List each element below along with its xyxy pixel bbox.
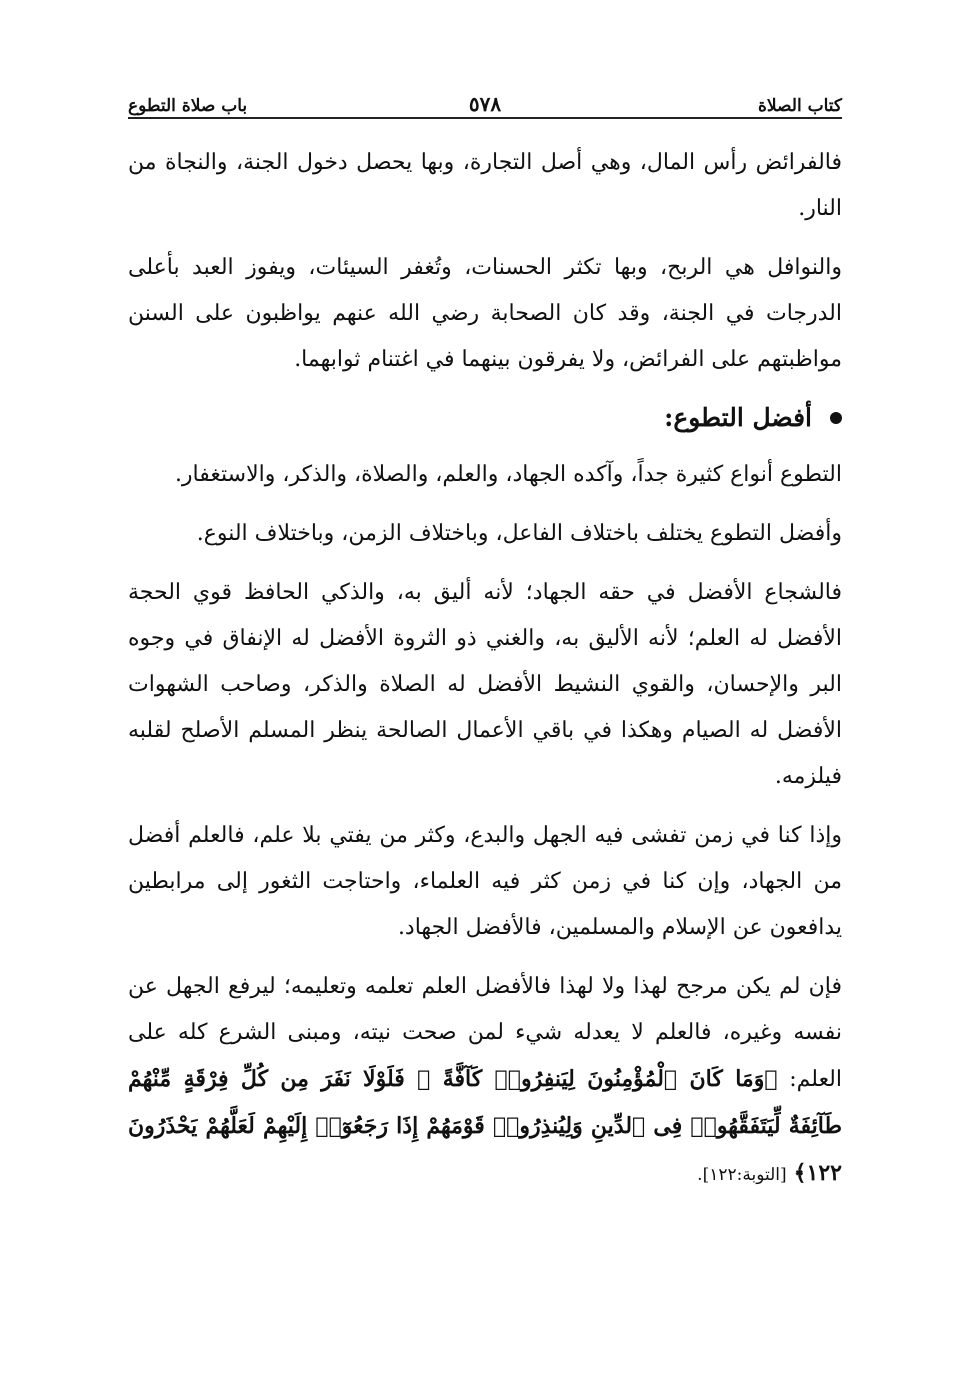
knowledge-text: فإن لم يكن مرجح لهذا ولا لهذا فالأفضل العلم تعلمه وتعليمه؛ ليرفع الجهل عن نفسه وغيره، فالعلم لا يعدله شيء لمن صحت نيته، ومبنى الشرع كله على العلم: (128, 974, 842, 1092)
quran-verse: وَمَا كَانَ ٱلْمُؤْمِنُونَ لِيَنفِرُوا۟ كَآفَّةً ۚ فَلَوْلَا نَفَرَ مِن كُلِّ فِرْقَةٍ مِّنْهُمْ طَآئِفَةٌ لِّيَتَفَقَّهُوا۟ فِى ٱلدِّينِ وَلِيُنذِرُوا۟ قَوْمَهُمْ إِذَا رَجَعُوٓا۟ إِلَيْهِمْ لَعَلَّهُمْ يَحْذَرُونَ ١٢٢ (128, 1066, 842, 1186)
quran-bracket-open: ﴿ (764, 1066, 778, 1092)
paragraph-examples: فالشجاع الأفضل في حقه الجهاد؛ لأنه أليق به، والذكي الحافظ قوي الحجة الأفضل له العلم؛ لأنه الأليق به، والغني ذو الثروة الأفضل له الإنفاق في وجوه البر والإحسان، والقوي النشيط الأفضل له الصلاة والذكر، وصاحب الشهوات الأفضل له الصيام وهكذا في باقي الأعمال الصالحة ينظر المسلم الأصلح لقلبه فيلزمه. (128, 580, 842, 789)
section-heading (128, 396, 842, 440)
book-title: كتاب الصلاة (757, 96, 842, 116)
paragraph-varies: وأفضل التطوع يختلف باختلاف الفاعل، وباختلاف الزمن، وباختلاف النوع. (196, 521, 842, 546)
page-number: ٥٧٨ (468, 92, 502, 116)
paragraph-supererogatory: والنوافل هي الربح، وبها تكثر الحسنات، وتُغفر السيئات، ويفوز العبد بأعلى الدرجات في الجنة، وقد كان الصحابة رضي الله عنهم يواظبون على السنن مواظبتهم على الفرائض، ولا يفرقون بينهما في اغتنام ثوابهما. (128, 255, 842, 372)
bullet-icon (830, 412, 842, 424)
paragraph-times: وإذا كنا في زمن تفشى فيه الجهل والبدع، وكثر من يفتي بلا علم، فالعلم أفضل من الجهاد، وإن كنا في زمن كثر فيه العلماء، واحتاجت الثغور إلى مرابطين يدافعون عن الإسلام والمسلمين، فالأفضل الجهاد. (128, 823, 842, 940)
verse-citation: [التوبة:١٢٢]. (697, 1165, 787, 1185)
quran-bracket-close: ﴾ (793, 1160, 807, 1186)
running-header (128, 82, 842, 116)
header-rule (128, 117, 842, 119)
chapter-title: باب صلاة التطوع (128, 96, 248, 116)
body-text (128, 140, 842, 1211)
section-heading-text: أفضل التطوع: (664, 403, 812, 432)
paragraph-knowledge (128, 964, 842, 1198)
paragraph-obligations: فالفرائض رأس المال، وهي أصل التجارة، وبها يحصل دخول الجنة، والنجاة من النار. (128, 150, 842, 221)
paragraph-types: التطوع أنواع كثيرة جداً، وآكده الجهاد، والعلم، والصلاة، والذكر، والاستغفار. (174, 462, 842, 487)
